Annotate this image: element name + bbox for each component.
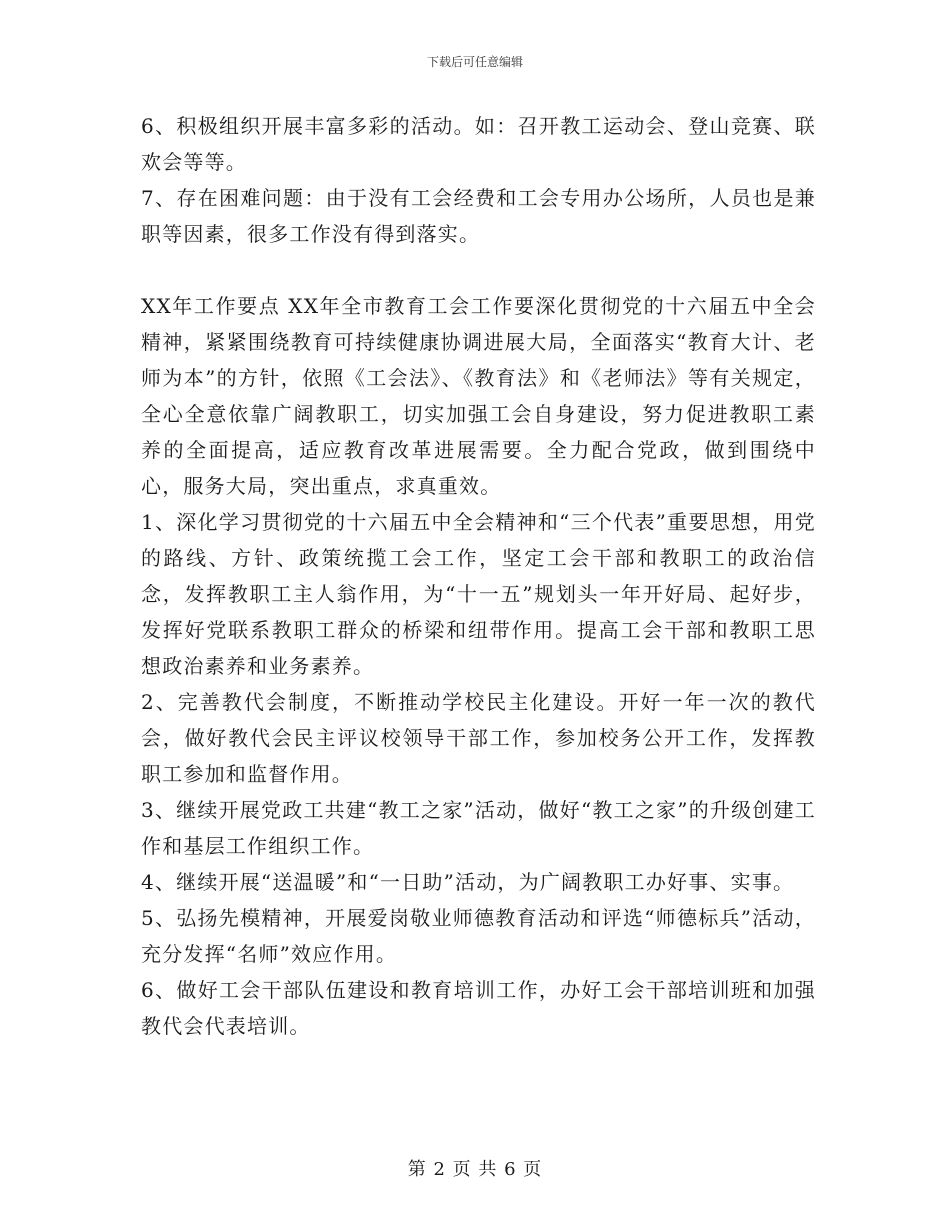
paragraph-point-1: 1、深化学习贯彻党的十六届五中全会精神和“三个代表”重要思想，用党的路线、方针、政策统揽工会工作，坚定工会干部和教职工的政治信念，发挥教职工主人翁作用，为“十一五”规划头一年开好局、起好步，发挥好党联系教职工群众的桥梁和纽带作用。提高工会干部和教职工思想政治素养和业务素养。 — [141, 510, 816, 678]
paragraph-point-4: 4、继续开展“送温暖”和“一日助”活动，为广阔教职工办好事、实事。 — [141, 870, 795, 894]
header-note: 下载后可任意编辑 — [426, 55, 523, 69]
paragraph-work-points: XX年工作要点 XX年全市教育工会工作要深化贯彻党的十六届五中全会精神，紧紧围绕教育可持续健康协调进展大局，全面落实“教育大计、老师为本”的方针，依照《工会法》、《教育法》和《老师法》等有关规定，全心全意依靠广阔教职工，切实加强工会自身建设，努力促进教职工素养的全面提高，适应教育改革进展需要。全力配合党政，做到围绕中心，服务大局，突出重点，求真重效。 — [141, 294, 816, 498]
paragraph-point-3: 3、继续开展党政工共建“教工之家”活动，做好“教工之家”的升级创建工作和基层工作组织工作。 — [141, 798, 816, 858]
paragraph-point-2: 2、完善教代会制度，不断推动学校民主化建设。开好一年一次的教代会，做好教代会民主评议校领导干部工作，参加校务公开工作，发挥教职工参加和监督作用。 — [141, 690, 816, 786]
paragraph-gap — [141, 252, 816, 288]
paragraph-point-5: 5、弘扬先模精神，开展爱岗敬业师德教育活动和评选“师德标兵”活动，充分发挥“名师”效应作用。 — [141, 906, 816, 966]
paragraph-item-7-difficulties: 7、存在困难问题：由于没有工会经费和工会专用办公场所，人员也是兼职等因素，很多工作没有得到落实。 — [141, 186, 816, 246]
paragraph-item-6-activities: 6、积极组织开展丰富多彩的活动。如：召开教工运动会、登山竞赛、联欢会等等。 — [141, 114, 816, 174]
page-number: 第 2 页 共 6 页 — [407, 1159, 543, 1180]
paragraph-point-6: 6、做好工会干部队伍建设和教育培训工作，办好工会干部培训班和加强教代会代表培训。 — [141, 978, 816, 1038]
document-body — [141, 108, 816, 1044]
